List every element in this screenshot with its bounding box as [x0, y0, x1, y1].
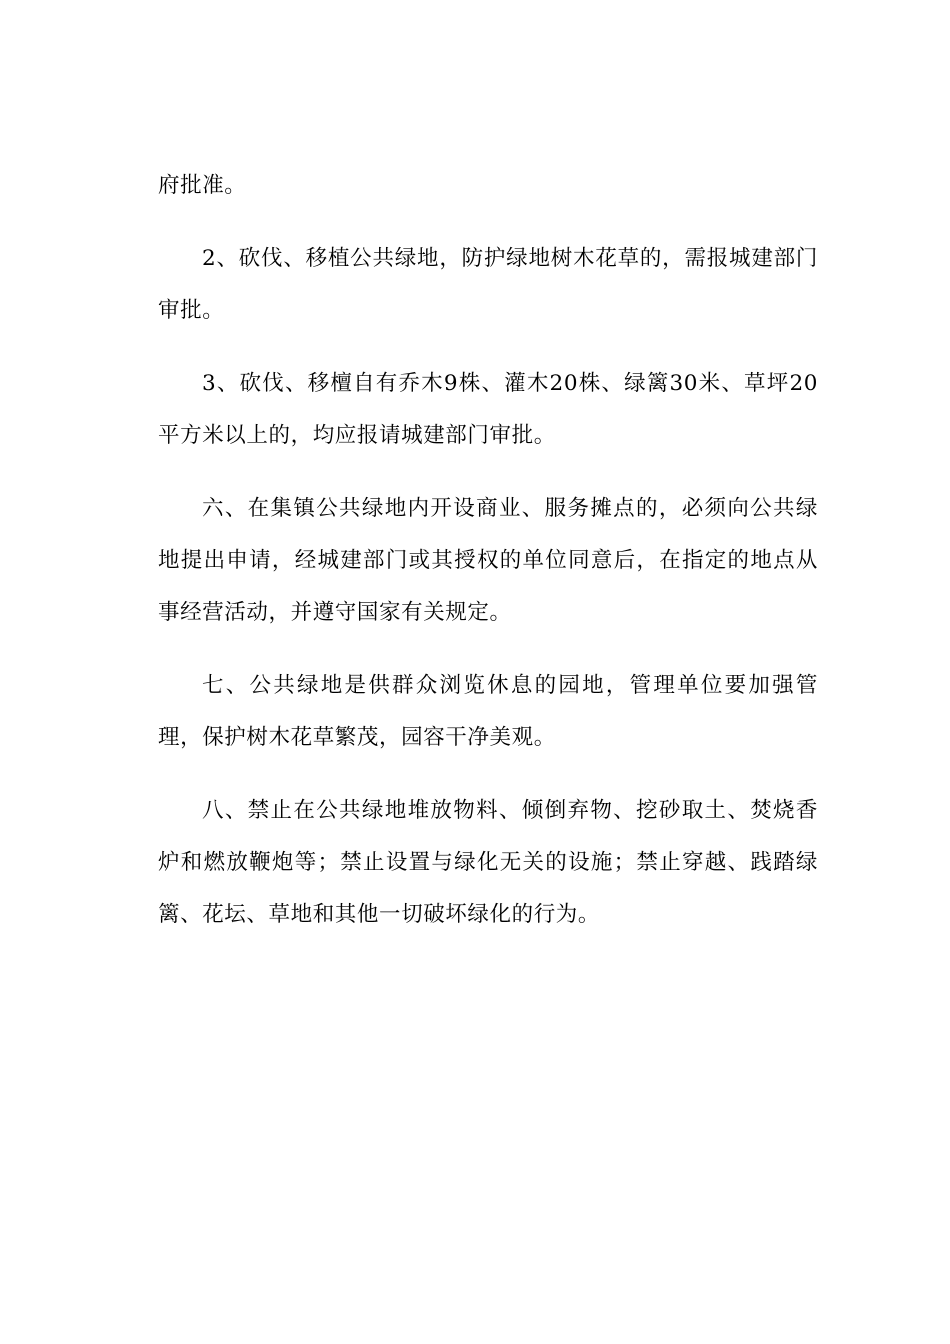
paragraph-section-8: 八、禁止在公共绿地堆放物料、倾倒弃物、挖砂取土、焚烧香炉和燃放鞭炮等；禁止设置与绿化无关的设施；禁止穿越、践踏绿篱、花坛、草地和其他一切破坏绿化的行为。 [158, 798, 818, 927]
document-body [158, 160, 818, 962]
paragraph-continuation: 府批准。 [158, 173, 247, 198]
paragraph-section-7: 七、公共绿地是供群众浏览休息的园地，管理单位要加强管理，保护树木花草繁茂，园容干净美观。 [158, 673, 818, 750]
paragraph-item-2: 2、砍伐、移植公共绿地，防护绿地树木花草的，需报城建部门审批。 [158, 246, 818, 323]
paragraph-item-3: 3、砍伐、移檀自有乔木9株、灌木20株、绿篱30米、草坪20平方米以上的，均应报请城建部门审批。 [158, 371, 818, 448]
paragraph-section-6: 六、在集镇公共绿地内开设商业、服务摊点的，必须向公共绿地提出申请，经城建部门或其授权的单位同意后，在指定的地点从事经营活动，并遵守国家有关规定。 [158, 496, 818, 625]
